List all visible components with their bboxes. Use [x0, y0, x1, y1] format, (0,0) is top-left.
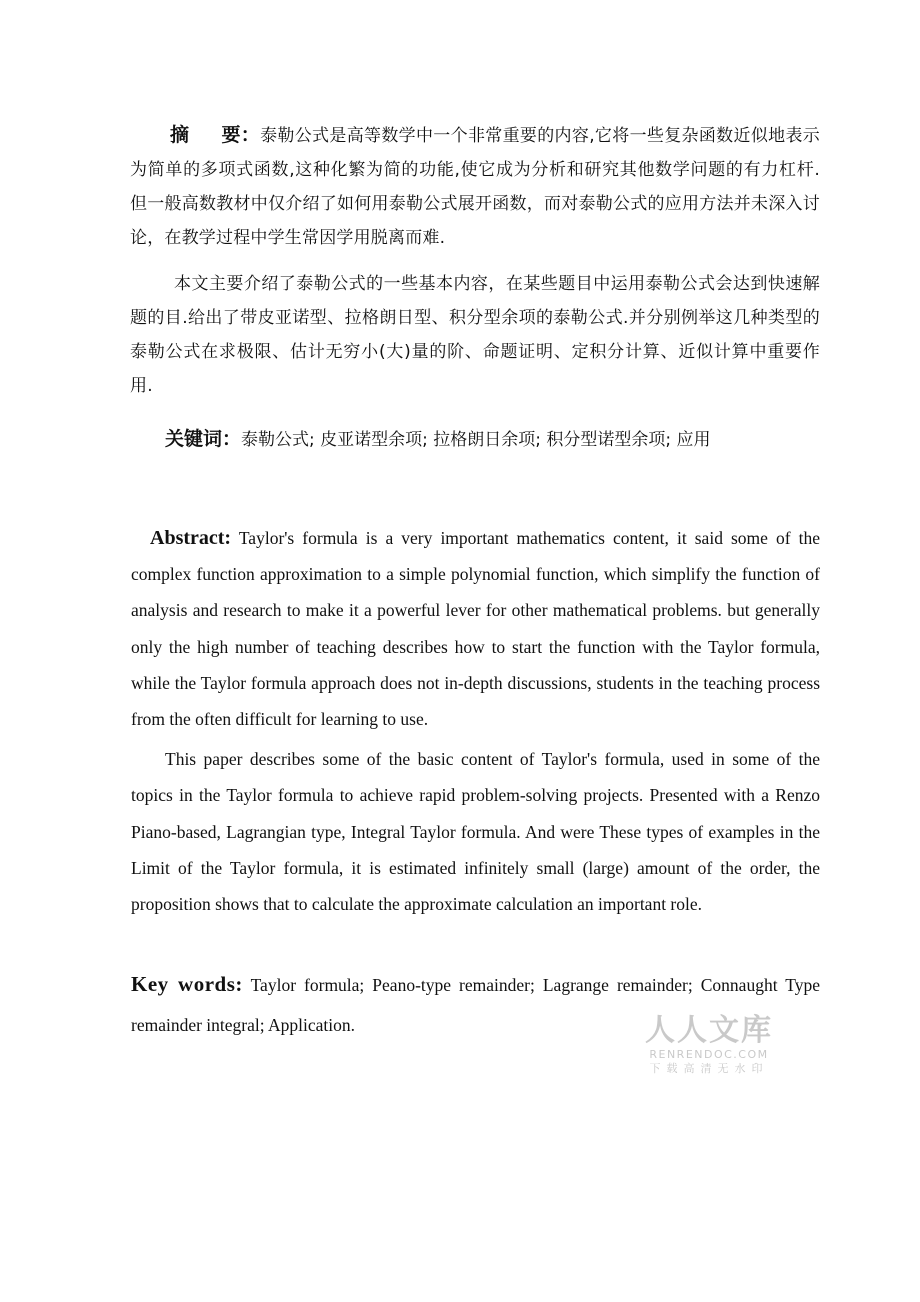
watermark-logo: [644, 1014, 774, 1076]
chinese-abstract: [130, 118, 820, 403]
english-keywords-label: Key words:: [131, 972, 243, 996]
chinese-keywords-text: 泰勒公式; 皮亚诺型余项; 拉格朗日余项; 积分型诺型余项; 应用: [241, 430, 711, 450]
watermark-main-text: 人人文库: [645, 1013, 773, 1048]
chinese-abstract-text-1: 泰勒公式是高等数学中一个非常重要的内容,它将一些复杂函数近似地表示为简单的多项式函数,这种化繁为简的功能,使它成为分析和研究其他数学问题的有力杠杆. 但一般高数教材中仅介绍了如何用泰勒公式展开函数，而对泰勒公式的应用方法并未深入讨论，在教学过程中学生常因学用脱离而难.: [130, 126, 820, 248]
chinese-abstract-paragraph-2: 本文主要介绍了泰勒公式的一些基本内容，在某些题目中运用泰勒公式会达到快速解题的目.给出了带皮亚诺型、拉格朗日型、积分型余项的泰勒公式.并分别例举这几种类型的泰勒公式在求极限、估计无穷小(大)量的阶、命题证明、定积分计算、近似计算中重要作用.: [130, 274, 820, 396]
english-abstract-label: Abstract:: [150, 527, 232, 549]
english-abstract-paragraph-1: [131, 520, 820, 737]
english-abstract: [131, 520, 820, 922]
chinese-abstract-label: 摘 要：: [170, 124, 261, 146]
chinese-keywords-label: 关键词：: [165, 428, 242, 450]
watermark-subtitle: 下载高清无水印: [649, 1062, 769, 1075]
chinese-keywords: [165, 424, 825, 455]
watermark-url: RENRENDOC.COM: [649, 1048, 769, 1061]
english-abstract-text-1: Taylor's formula is a very important mathematics content, it said some of the complex function approximation to a simple polynomial function, which simplify the function of analysis and research to make it a powerful lever for other mathematical problems. but generally only the high number of teaching describes how to start the function with the Taylor formula, while the Taylor formula approach does not in-depth discussions, students in the teaching process from the often difficult for learning to use.: [131, 528, 821, 730]
english-abstract-paragraph-2: This paper describes some of the basic content of Taylor's formula, used in some of the topics in the Taylor formula to achieve rapid problem-solving projects. Presented with a Renzo Piano-based, Lagrangian type, Integral Taylor formula. And were These types of examples in the Limit of the Taylor formula, it is estimated infinitely small (large) amount of the order, the proposition shows that to calculate the approximate calculation an important role.: [131, 749, 820, 915]
english-keywords-text: Taylor formula; Peano-type remainder; Lagrange remainder; Connaught Type remainder integral; Application.: [131, 975, 820, 1035]
chinese-abstract-paragraph-1: [130, 118, 820, 255]
